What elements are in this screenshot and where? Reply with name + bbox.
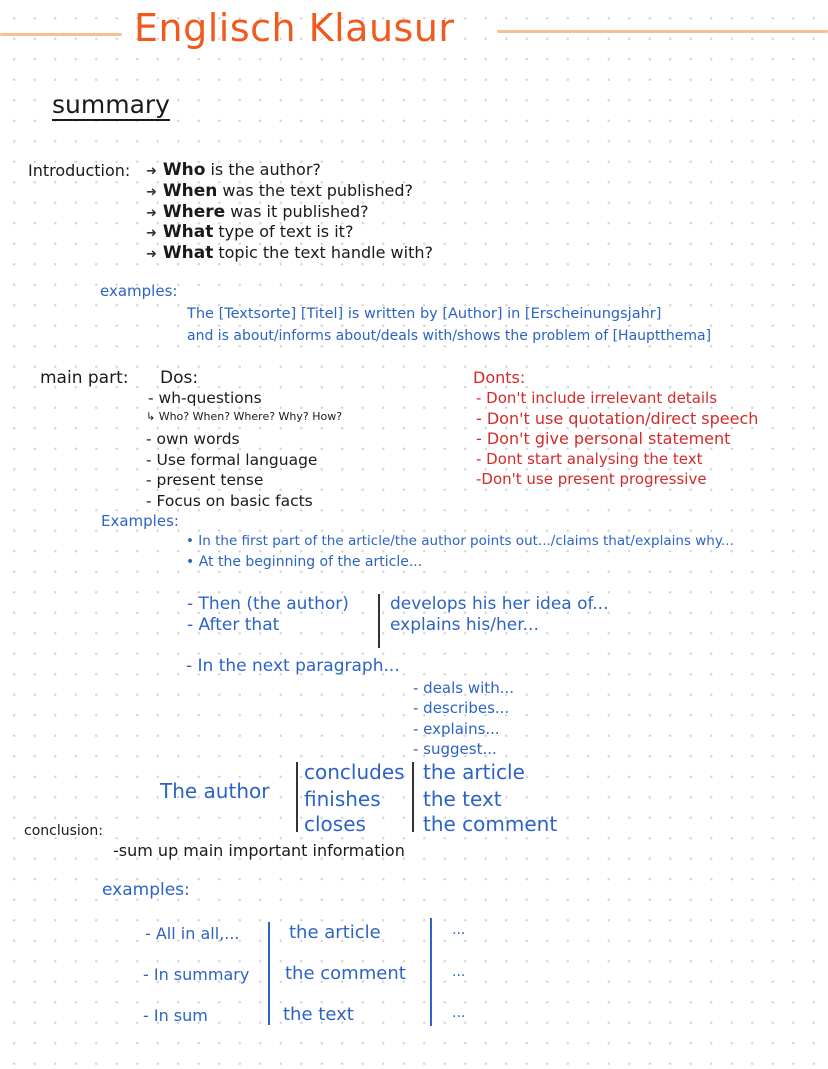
next-item: - deals with...: [413, 679, 515, 697]
conclusion-note: -sum up main important information: [113, 841, 405, 860]
dos-item: - present tense: [146, 471, 264, 489]
summary-phrase: - In sum: [143, 1006, 208, 1025]
main-part-label: main part:: [40, 368, 129, 388]
author-object: the article: [423, 760, 525, 784]
arrow-icon: ➜: [146, 185, 157, 200]
next-item: - explains...: [413, 720, 500, 738]
author-verb: concludes: [304, 760, 405, 784]
divider: [430, 918, 432, 1026]
section-heading: summary: [52, 90, 170, 119]
author-verb: closes: [304, 812, 366, 836]
question-line: ➜ What type of text is it?: [146, 222, 354, 242]
divider: [268, 922, 270, 1025]
next-item: - suggest...: [413, 740, 497, 758]
dos-item: ↳ Who? When? Where? Why? How?: [146, 410, 343, 423]
title-rule-left: [0, 33, 122, 36]
summary-phrase: - All in all,...: [145, 924, 240, 943]
transition-verb: develops his her idea of...: [390, 594, 609, 614]
author-verb: finishes: [304, 787, 381, 811]
donts-item: - Don't include irrelevant details: [476, 389, 718, 407]
transition-verb: explains his/her...: [390, 615, 539, 635]
divider: [412, 762, 414, 832]
donts-item: - Dont start analysing the text: [476, 450, 703, 468]
ellipsis: ...: [452, 1005, 466, 1021]
summary-phrase: - In summary: [143, 965, 250, 984]
author-object: the text: [423, 787, 502, 811]
bullet-item: • At the beginning of the article...: [186, 554, 423, 570]
next-item: - describes...: [413, 699, 510, 717]
divider: [378, 594, 380, 648]
introduction-label: Introduction:: [28, 161, 131, 180]
question-line: ➜ When was the text published?: [146, 181, 414, 201]
arrow-icon: ➜: [146, 164, 157, 179]
dos-item: - wh-questions: [148, 389, 262, 407]
page-title: Englisch Klausur: [134, 6, 455, 50]
examples-label: Examples:: [101, 512, 179, 530]
examples-label: examples:: [100, 282, 178, 300]
example-line: The [Textsorte] [Titel] is written by [Author] in [Erscheinungsjahr]: [187, 306, 662, 322]
title-rule-right: [497, 30, 828, 33]
question-line: ➜ Where was it published?: [146, 202, 369, 222]
transition-phrase: - In the next paragraph...: [186, 656, 400, 676]
arrow-icon: ➜: [146, 247, 157, 262]
divider: [296, 762, 298, 832]
question-line: ➜ What topic the text handle with?: [146, 243, 433, 263]
bullet-icon: •: [186, 554, 199, 570]
conclusion-label: conclusion:: [24, 823, 103, 839]
donts-item: - Don't give personal statement: [476, 429, 731, 448]
donts-item: -Don't use present progressive: [476, 470, 707, 488]
question-line: ➜ Who is the author?: [146, 160, 321, 180]
author-object: the comment: [423, 812, 558, 836]
summary-object: the text: [283, 1004, 354, 1025]
summary-object: the article: [289, 922, 381, 943]
dos-item: - Focus on basic facts: [146, 492, 313, 510]
summary-object: the comment: [285, 963, 406, 984]
dos-label: Dos:: [160, 368, 199, 388]
donts-label: Donts:: [473, 368, 526, 387]
transition-phrase: - After that: [187, 615, 280, 635]
ellipsis: ...: [452, 964, 466, 980]
examples-label: examples:: [102, 880, 190, 900]
donts-item: - Don't use quotation/direct speech: [476, 409, 759, 428]
bullet-icon: •: [186, 533, 199, 549]
transition-phrase: - Then (the author): [187, 594, 349, 614]
dos-item: - own words: [146, 430, 240, 448]
bullet-item: • In the first part of the article/the author points out.../claims that/explains why...: [186, 533, 734, 549]
arrow-icon: ➜: [146, 206, 157, 221]
arrow-icon: ➜: [146, 226, 157, 241]
example-line: and is about/informs about/deals with/shows the problem of [Hauptthema]: [187, 328, 712, 344]
ellipsis: ...: [452, 922, 466, 938]
author-subject: The author: [160, 779, 270, 803]
dos-item: - Use formal language: [146, 451, 318, 469]
